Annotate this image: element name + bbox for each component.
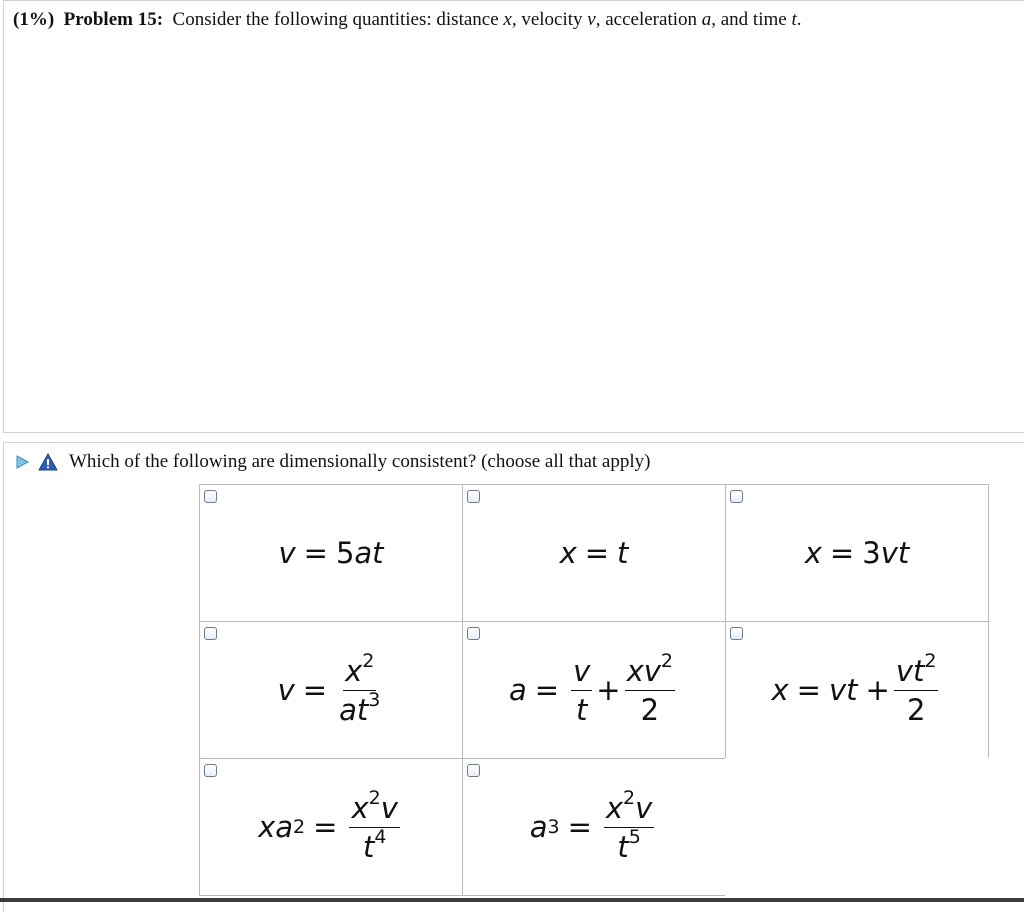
eq6-fraction: [894, 649, 939, 727]
eq6-den: 2: [906, 692, 926, 727]
eq3-rhs: vt: [880, 536, 910, 570]
eq1-rhs: at: [354, 536, 384, 570]
eq3-coef: 3: [862, 536, 881, 570]
question-row: [14, 449, 650, 475]
eq6-equals: =: [796, 673, 821, 707]
eq1-coef: 5: [335, 536, 355, 570]
eq5-plus: +: [596, 673, 621, 707]
eq3-equals: =: [829, 536, 855, 570]
problem-panel: [3, 0, 1024, 433]
eq5-f1-den: t: [575, 692, 588, 727]
equation-8: a 3 = $\frac{x^2v}{t^5}$: [529, 786, 653, 864]
eq6-term: vt: [828, 673, 858, 707]
eq7-fraction: [349, 786, 399, 864]
option-a-equals-v-over-t-plus-xv2-over-2[interactable]: [462, 621, 726, 759]
problem-weight: (1%): [13, 9, 55, 30]
eq7-equals: =: [313, 810, 338, 844]
eq2-lhs: x: [559, 536, 577, 570]
var-a: a: [701, 9, 712, 30]
eq6-num: vt: [895, 653, 925, 688]
eq8-fraction: [604, 786, 654, 864]
equation-5: [463, 622, 725, 758]
bottom-border: [0, 898, 1024, 902]
eq8-lhs: a: [529, 810, 548, 844]
eq4-den-exp: 3: [368, 688, 381, 711]
option-x-equals-t[interactable]: [462, 484, 726, 622]
option-a3-equals-x2v-over-t5[interactable]: [462, 758, 726, 896]
eq7-num-exp: 2: [368, 786, 381, 809]
eq1-lhs: v: [278, 536, 296, 570]
eq5-equals: =: [534, 673, 560, 707]
eq8-den: t: [617, 829, 629, 864]
eq5-f2-den: 2: [640, 692, 660, 727]
empty-cell: [725, 758, 989, 896]
var-v: v: [587, 9, 596, 30]
eq1-equals: =: [303, 536, 328, 570]
problem-label: Problem 15:: [63, 9, 164, 30]
problem-statement: [13, 9, 801, 31]
eq6-num-exp: 2: [924, 649, 937, 672]
eq7-lhs: xa: [258, 810, 294, 844]
eq7-den: t: [362, 829, 375, 864]
eq2-rhs: t: [617, 536, 629, 570]
option-v-equals-x2-over-at3[interactable]: [199, 621, 463, 759]
option-xa2-equals-x2v-over-t4[interactable]: [199, 758, 463, 896]
option-v-equals-5at[interactable]: [199, 484, 463, 622]
equation-3: [726, 485, 988, 621]
eq8-num-a: x: [605, 790, 624, 825]
eq7-num-a: x: [351, 790, 369, 825]
eq5-fraction-1: [571, 654, 592, 727]
eq5-fraction-2: [625, 649, 675, 727]
play-icon[interactable]: [14, 454, 30, 470]
eq5-lhs: a: [509, 673, 527, 707]
eq4-equals: =: [302, 673, 328, 707]
eq4-num: x: [345, 653, 363, 688]
equation-2: [463, 485, 725, 621]
question-prompt: Which of the following are dimensionally consistent? (choose all that apply): [69, 451, 651, 472]
eq5-f2-num: xv: [626, 653, 661, 688]
equation-1: [200, 485, 462, 621]
problem-text-sep2: , acceleration: [595, 9, 697, 30]
eq8-den-exp: 5: [628, 825, 641, 848]
eq4-fraction: [339, 649, 381, 727]
eq7-num-b: v: [380, 790, 398, 825]
eq8-num-b: v: [635, 790, 653, 825]
var-x: x: [503, 9, 512, 30]
problem-text-end: .: [796, 9, 802, 30]
eq6-plus: +: [865, 673, 890, 707]
warning-icon: [38, 453, 58, 471]
eq4-den: at: [339, 692, 369, 727]
eq5-f1-num: v: [573, 653, 591, 688]
option-x-equals-3vt[interactable]: [725, 484, 989, 622]
eq4-lhs: v: [277, 673, 295, 707]
eq6-lhs: x: [771, 673, 789, 707]
problem-text-sep3: , and time: [711, 9, 787, 30]
options-grid: [200, 485, 989, 896]
option-x-equals-vt-plus-vt2-over-2[interactable]: [725, 621, 989, 759]
eq8-num-exp: 2: [623, 786, 636, 809]
eq8-equals: =: [567, 810, 592, 844]
eq3-lhs: x: [804, 536, 822, 570]
equation-4: [200, 622, 462, 758]
eq7-den-exp: 4: [374, 825, 387, 848]
equation-6: [726, 622, 988, 758]
problem-text: Consider the following quantities: distance: [172, 9, 499, 30]
var-t: t: [791, 9, 797, 30]
eq2-equals: =: [584, 536, 610, 570]
equation-7: xa 2 = $\frac{x^2v}{t^4}$: [258, 786, 398, 864]
eq4-num-exp: 2: [362, 649, 375, 672]
problem-text-sep1: , velocity: [511, 9, 583, 30]
eq5-f2-num-exp: 2: [660, 649, 673, 672]
